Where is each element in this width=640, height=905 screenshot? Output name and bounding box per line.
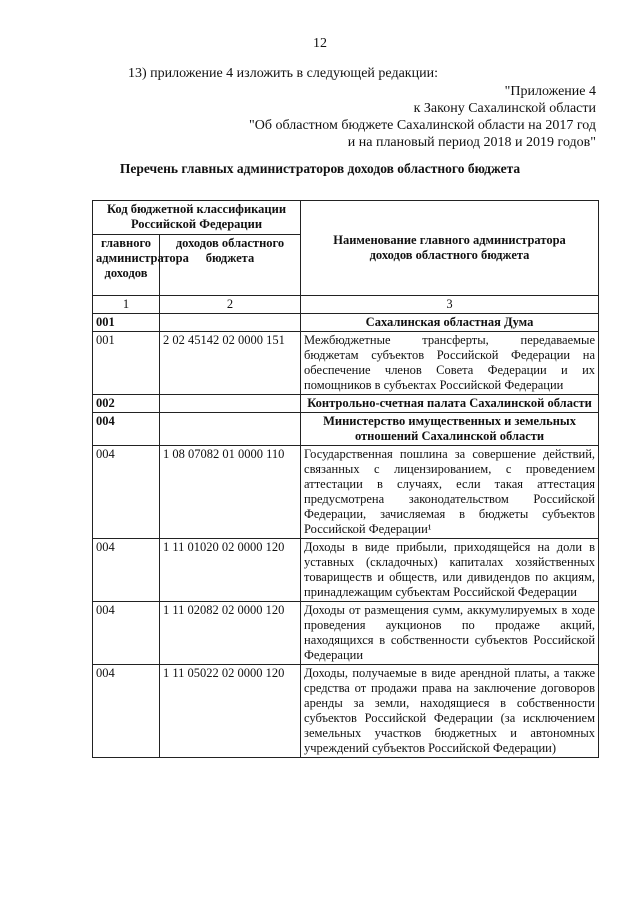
appendix-line-2: к Закону Сахалинской области [413, 101, 596, 116]
revenue-code-cell: 1 08 07082 01 0000 110 [160, 446, 301, 539]
administrator-name-cell: Межбюджетные трансферты, передаваемые бюджетам субъектов Российской Федерации на обеспечение членов Совета Федерации и их помощников в субъектах Российской Федерации [301, 332, 599, 395]
table-row [93, 602, 599, 665]
admin-code-cell: 001 [93, 332, 160, 395]
revenue-code-cell: 1 11 05022 02 0000 120 [160, 665, 301, 758]
intro-text: 13) приложение 4 изложить в следующей редакции: [128, 66, 438, 81]
column-index-1: 1 [93, 296, 160, 314]
page-number: 12 [313, 36, 327, 51]
table-row [93, 332, 599, 395]
admin-code-cell: 004 [93, 413, 160, 446]
administrator-name-cell: Контрольно-счетная палата Сахалинской области [301, 395, 599, 413]
header-budget-revenues: доходов областного бюджета [160, 235, 301, 296]
revenue-code-cell: 1 11 01020 02 0000 120 [160, 539, 301, 602]
table-row [93, 314, 599, 332]
table-row [93, 665, 599, 758]
header-administrator-name: Наименование главного администратора доходов областного бюджета [301, 201, 599, 296]
administrator-name-cell: Министерство имущественных и земельных отношений Сахалинской области [301, 413, 599, 446]
column-index-3: 3 [301, 296, 599, 314]
revenue-code-cell [160, 395, 301, 413]
revenue-code-cell: 1 11 02082 02 0000 120 [160, 602, 301, 665]
table-row [93, 395, 599, 413]
administrator-name-cell: Доходы от размещения сумм, аккумулируемых в ходе проведения аукционов по продаже акций, находящихся в собственности субъектов Российской Федерации [301, 602, 599, 665]
table-row [93, 539, 599, 602]
administrator-name-cell: Сахалинская областная Дума [301, 314, 599, 332]
table-row [93, 446, 599, 539]
administrator-name-cell: Доходы в виде прибыли, приходящейся на доли в уставных (складочных) капиталах хозяйственных товариществ и обществ, или дивидендов по акциям, принадлежащим субъектам Российской Федерации [301, 539, 599, 602]
header-main-administrator: главного администратора доходов [93, 235, 160, 296]
admin-code-cell: 004 [93, 446, 160, 539]
admin-code-cell: 002 [93, 395, 160, 413]
revenue-code-cell: 2 02 45142 02 0000 151 [160, 332, 301, 395]
admin-code-cell: 004 [93, 602, 160, 665]
administrators-table [92, 200, 599, 758]
revenue-code-cell [160, 314, 301, 332]
admin-code-cell: 004 [93, 665, 160, 758]
appendix-line-4: и на плановый период 2018 и 2019 годов" [347, 135, 596, 150]
document-title: Перечень главных администраторов доходов областного бюджета [119, 161, 521, 176]
column-index-2: 2 [160, 296, 301, 314]
administrator-name-cell: Государственная пошлина за совершение действий, связанных с лицензированием, с проведением аттестации в случаях, если такая аттестация предусмотрена законодательством Российской Федерации, зачисляемая в бюджеты субъектов Российской Федерации¹ [301, 446, 599, 539]
appendix-line-1: "Приложение 4 [504, 84, 596, 99]
revenue-code-cell [160, 413, 301, 446]
admin-code-cell: 004 [93, 539, 160, 602]
appendix-line-3: "Об областном бюджете Сахалинской области на 2017 год [249, 118, 596, 133]
admin-code-cell: 001 [93, 314, 160, 332]
table-row [93, 413, 599, 446]
header-classification-code: Код бюджетной классификации Российской Федерации [93, 201, 301, 235]
administrator-name-cell: Доходы, получаемые в виде арендной платы, а также средства от продажи права на заключение договоров аренды за земли, находящиеся в собственности субъектов Российской Федерации (за исключением земельных участков бюджетных и автономных учреждений субъектов Российской Федерации) [301, 665, 599, 758]
